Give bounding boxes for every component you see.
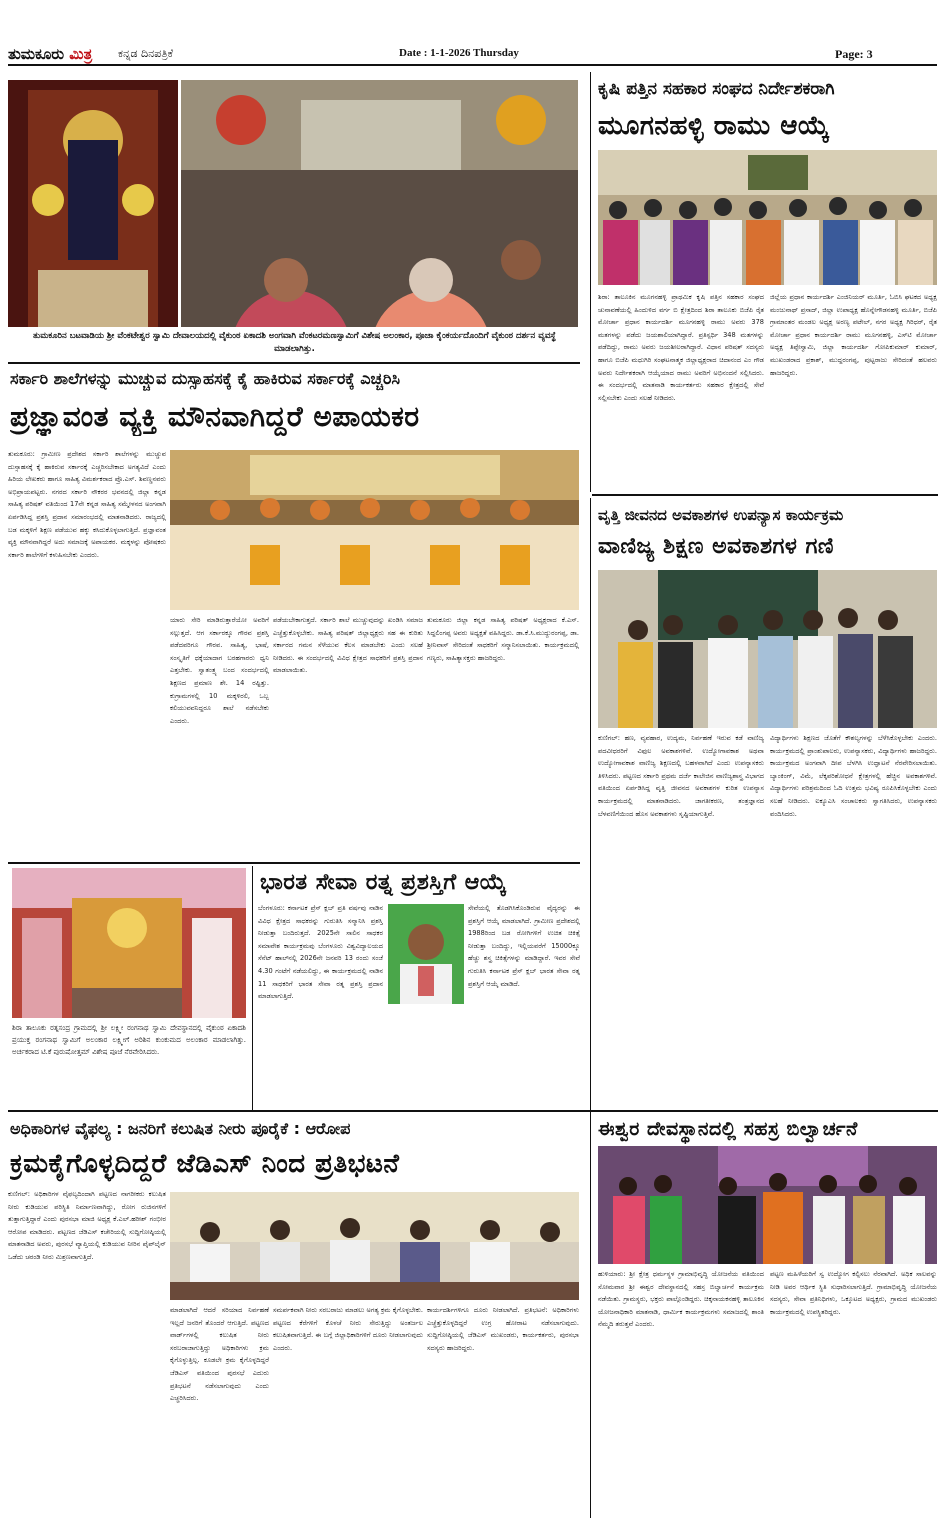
krishi-kicker: ಕೃಷಿ ಪತ್ತಿನ ಸಹಕಾರ ಸಂಘದ ನಿರ್ದೇಶಕರಾಗಿ — [598, 79, 835, 99]
issue-date: Date : 1-1-2026 Thursday — [399, 47, 519, 59]
school-award-photo — [170, 450, 579, 610]
school-body-col4: ತುಮಕೂರು ಜಿಲ್ಲಾ ಕನ್ನಡ ಸಾಹಿತ್ಯ ಪರಿಷತ್ ಅಧ್ಯಕ್ಷರಾದ ಕೆ.ಎಸ್. ಸಿದ್ದಲಿಂಗಪ್ಪ ಅವರು ಅಧ್ಯಕ್ಷತೆ ವಹಿಸಿದ್ದರು. ಡಾ.ಕೆ.ಸಿ.ಮುದ್ದುರಂಗಪ್ಪ, ಡಾ. ಶ್ರೀನಿವಾಸ್ ಸೇರಿದಂತೆ ಸಾಧಕರಿಗೆ ಸನ್ಮಾನಿಸಲಾಯಿತು. ಕಾರ್ಯಕ್ರಮದಲ್ಲಿ ಗಣ್ಯರು, ಸಾಹಿತ್ಯಾಸಕ್ತರು ಹಾಜರಿದ್ದರು. — [427, 616, 579, 662]
krishi-body-left: ಶಿರಾ: ತಾಲೂಕಿನ ಮೂಗನಹಳ್ಳಿ ಪ್ರಾಥಮಿಕ ಕೃಷಿ ಪತ್ತಿನ ಸಹಕಾರ ಸಂಘದ ಚುನಾವಣೆಯಲ್ಲಿ ಹಿಂದುಳಿದ ವರ್ಗ ಬಿ ಕ್ಷೇತ್ರದಿಂದ ಶಿರಾ ತಾಲೂಕು ಬಿಜೆಪಿ ರೈತ ಮೋರ್ಚಾ ಪ್ರಧಾನ ಕಾರ್ಯದರ್ಶಿ ಮೂಗನಹಳ್ಳಿ ರಾಮು ಅವರು 378 ಮತಗಳನ್ನು ಪಡೆದು ಜಯಶಾಲಿಯಾಗಿದ್ದಾರೆ. ಪ್ರತಿಸ್ಪರ್ಧಿ 348 ಮತಗಳನ್ನು ಪಡೆದಿದ್ದು, ರಾಮು ಅವರು ಜಯಶೀಲರಾಗಿದ್ದಾರೆ. ವಿಧಾನ ಪರಿಷತ್ ಸದಸ್ಯರು ಹಾಗೂ ಬಿಜೆಪಿ ಮಧುಗಿರಿ ಸಂಘಟನಾತ್ಮಕ ಜಿಲ್ಲಾಧ್ಯಕ್ಷರಾದ ಚಿದಾನಂದ ಎಂ ಗೌಡ ಅವರು ನಿರ್ದೇಶಕರಾಗಿ ಆಯ್ಕೆಯಾದ ರಾಮು ಅವರಿಗೆ ಅಭಿನಂದನೆ ಸಲ್ಲಿಸಿದರು. ಈ ಸಂದರ್ಭದಲ್ಲಿ ಮಾತನಾಡಿ ಕಾರ್ಯಕರ್ತರು ಸಹಕಾರ ಕ್ಷೇತ್ರದಲ್ಲಿ ಸೇವೆ ಸಲ್ಲಿಸಬೇಕು ಎಂದು ಸಲಹೆ ನೀಡಿದರು. — [598, 293, 764, 402]
venkateshwara-idol-photo — [8, 80, 178, 327]
water-body-col3: ಸಮರ್ಪಕವಾಗಿ ನೀರು ಸರಬರಾಜು ಮಾಡಲು ಅಗತ್ಯ ಕ್ರಮ ಕೈಗೊಳ್ಳಬೇಕು. ಪಟ್ಟಣದ ಕೆರೆಗಳಿಗೆ ಕೊಳಚೆ ನೀರು ಸೇರುತ್ತಿದ್ದು ಅಂತರ್ಜಲ ಕಲುಷಿತವಾಗುತ್ತಿದೆ. ಈ ಬಗ್ಗೆ ಜಿಲ್ಲಾಧಿಕಾರಿಗಳಿಗೆ ದೂರು ನೀಡಲಾಗುವುದು ಎಂದರು. — [273, 1306, 423, 1352]
column-divider-right — [590, 72, 591, 492]
water-body-left: ಕುಣಿಗಲ್: ಅಧಿಕಾರಿಗಳ ವೈಫಲ್ಯದಿಂದಾಗಿ ಪಟ್ಟಣದ ನಾಗರೀಕರು ಕಲುಷಿತ ನೀರು ಕುಡಿಯುವ ಪರಿಸ್ಥಿತಿ ನಿರ್ಮಾಣವಾಗಿದ್ದು, ರೋಗ ರುಜಿನಗಳಿಗೆ ತುತ್ತಾಗುತ್ತಿದ್ದಾರೆ ಎಂದು ಪುರಸಭಾ ಮಾಜಿ ಅಧ್ಯಕ್ಷ ಕೆ.ಎಲ್.ಹರೀಶ್ ಗಂಭೀರ ಆರೋಪ ಮಾಡಿದರು. ಪಟ್ಟಣದ ಜೆಡಿಎಸ್ ಕಚೇರಿಯಲ್ಲಿ ಸುದ್ದಿಗೋಷ್ಠಿಯಲ್ಲಿ ಮಾತನಾಡಿದ ಅವರು, ಪುರಸಭೆ ವ್ಯಾಪ್ತಿಯಲ್ಲಿ ಕುಡಿಯುವ ನೀರಿನ ಪೈಪ್‍ಲೈನ್ ಒಡೆದು ಚರಂಡಿ ನೀರು ಮಿಶ್ರಣವಾಗುತ್ತಿದೆ. — [8, 1190, 166, 1261]
bilvarchane-photo — [598, 1146, 937, 1264]
krishi-headline: ಮೂಗನಹಳ್ಳಿ ರಾಮು ಆಯ್ಕೆ — [598, 111, 830, 141]
eshwara-body-left: ಹುಳಿಯಾರು: ಶ್ರೀ ಕ್ಷೇತ್ರ ಧರ್ಮಸ್ಥಳ ಗ್ರಾಮಾಭಿವೃದ್ಧಿ ಯೋಜನೆಯ ವತಿಯಿಂದ ಸೋಮವಾರ ಶ್ರೀ ಈಶ್ವರ ದೇವಸ್ಥಾನದಲ್ಲಿ ಸಹಸ್ರ ಬಿಲ್ವಾರ್ಚನೆ ಕಾರ್ಯಕ್ರಮ ನಡೆಯಿತು. ಗ್ರಾಮಸ್ಥರು, ಭಕ್ತರು ಪಾಲ್ಗೊಂಡಿದ್ದರು. ಚಿಕ್ಕನಾಯಕನಹಳ್ಳಿ ತಾಲೂಕಿನ ಯೋಜನಾಧಿಕಾರಿ ಮಾತನಾಡಿ, ಧಾರ್ಮಿಕ ಕಾರ್ಯಕ್ರಮಗಳು ಸಮಾಜದಲ್ಲಿ ಶಾಂತಿ ನೆಮ್ಮದಿ ತರುತ್ತವೆ ಎಂದರು. — [598, 1270, 764, 1329]
vruthi-body-right: ವಿದ್ಯಾರ್ಥಿಗಳು ಶಿಕ್ಷಣದ ಜೊತೆಗೆ ಕೌಶಲ್ಯಗಳನ್ನು ಬೆಳೆಸಿಕೊಳ್ಳಬೇಕು ಎಂದರು. ಕಾರ್ಯಕ್ರಮದಲ್ಲಿ ಪ್ರಾಂಶುಪಾಲರು, ಉಪನ್ಯಾಸಕರು, ವಿದ್ಯಾರ್ಥಿಗಳು ಹಾಜರಿದ್ದರು. ಕಾರ್ಯಕ್ರಮದ ಅಂಗವಾಗಿ ದೀಪ ಬೆಳಗಿಸಿ ಉದ್ಘಾಟನೆ ನೆರವೇರಿಸಲಾಯಿತು. ಬ್ಯಾಂಕಿಂಗ್, ವಿಮೆ, ಲೆಕ್ಕಪರಿಶೋಧನೆ ಕ್ಷೇತ್ರಗಳಲ್ಲಿ ಹೆಚ್ಚಿನ ಅವಕಾಶಗಳಿವೆ. ವಿದ್ಯಾರ್ಥಿಗಳು ಪರಿಶ್ರಮದಿಂದ ಓದಿ ಉತ್ತಮ ಭವಿಷ್ಯ ರೂಪಿಸಿಕೊಳ್ಳಬೇಕು ಎಂದು ಸಲಹೆ ನೀಡಿದರು. ಐಕ್ಯೂಎಸಿ ಸಂಚಾಲಕರು ಸ್ವಾಗತಿಸಿದರು, ಉಪನ್ಯಾಸಕರು ವಂದಿಸಿದರು. — [770, 734, 937, 818]
masthead-subtitle: ಕನ್ನಡ ದಿನಪತ್ರಿಕೆ — [118, 47, 174, 60]
krishi-body-right: ಜಿಲ್ಲೆಯ ಪ್ರಧಾನ ಕಾರ್ಯದರ್ಶಿ ಎಂಜಿನಿಯರ್ ಮೂರ್ತಿ, ಓಬಿಸಿ ಘಟಕದ ಅಧ್ಯಕ್ಷ ಮಂಜುನಾಥ್ ಪ್ರಸಾದ್, ಜಿಲ್ಲಾ ಉಪಾಧ್ಯಕ್ಷ ಹೊನ್ನೇಗೌಡನಹಳ್ಳಿ ಮೂರ್ತಿ, ಬಿಜೆಪಿ ಗ್ರಾಮಾಂತರ ಮಂಡಲ ಅಧ್ಯಕ್ಷ ಅರಣ್ಯ ಪಟೇಲ್, ನಗರ ಅಧ್ಯಕ್ಷ ಗಿರಿಧರ್, ರೈತ ಮೋರ್ಚಾ ಪ್ರಧಾನ ಕಾರ್ಯದರ್ಶಿ ರಾಮು ಮೂಗನಹಳ್ಳಿ, ಎಸ್‍ಟಿ ಮೋರ್ಚಾ ಅಧ್ಯಕ್ಷ ತಿಪ್ಪೇಸ್ವಾಮಿ, ಜಿಲ್ಲಾ ಕಾರ್ಯದರ್ಶಿ ಗೋಪಿಕುಮಾರ್ ಕುಮಾರ್, ಮುಖಂಡರಾದ ಪ್ರಕಾಶ್, ಮುದ್ದರಂಗಪ್ಪ, ಪುಟ್ಟರಾಜು ಸೇರಿದಂತೆ ಹಲವರು ಹಾಜರಿದ್ದರು. — [770, 293, 937, 377]
lakshmi-caption: ಶಿರಾ ತಾಲೂಕು ರತ್ನಸಂದ್ರ ಗ್ರಾಮದಲ್ಲಿ ಶ್ರೀ ಲಕ್ಷ್ಮೀ ರಂಗನಾಥ ಸ್ವಾಮಿ ದೇವಸ್ಥಾನದಲ್ಲಿ ವೈಕುಂಠ ಏಕಾದಶಿ ಪ್ರಯುಕ್ತ ರಂಗನಾಥ ಸ್ವಾಮಿಗೆ ಅಲಂಕಾರ ಲಕ್ಷ್ಮೀಗೆ ಅರಿಶಿನ ಕುಂಕುಮದ ಅಲಂಕಾರ ಮಾಡಲಾಗಿತ್ತು. ಅರ್ಚಕರಾದ ಟಿ.ಕೆ ಪುರುಷೋತ್ತಮ್ ವಿಶೇಷ ಪೂಜೆ ನೆರವೇರಿಸಿದರು. — [12, 1024, 246, 1056]
vruthi-body-left: ಕುಣಿಗಲ್: ಹಣ, ವ್ಯವಹಾರ, ಉದ್ಯಮ, ನಿರ್ವಹಣೆ ಇರುವ ಕಡೆ ವಾಣಿಜ್ಯ ಪದವೀಧರರಿಗೆ ವಿಫುಲ ಅವಕಾಶಗಳಿವೆ. ಉದ್ಯೋಗಾವಕಾಶ ಅಥವಾ ಉದ್ಯೋಗಾವಕಾಶ ವಾಣಿಜ್ಯ ಶಿಕ್ಷಣದಲ್ಲಿ ಬಹಳವಾಗಿದೆ ಎಂದು ಉಪನ್ಯಾಸಕರು ತಿಳಿಸಿದರು. ಪಟ್ಟಣದ ಸರ್ಕಾರಿ ಪ್ರಥಮ ದರ್ಜೆ ಕಾಲೇಜಿನ ವಾಣಿಜ್ಯಶಾಸ್ತ್ರ ವಿಭಾಗದ ವತಿಯಿಂದ ಏರ್ಪಡಿಸಿದ್ದ ವೃತ್ತಿ ಜೀವನದ ಅವಕಾಶಗಳ ಕುರಿತ ಉಪನ್ಯಾಸ ಕಾರ್ಯಕ್ರಮದಲ್ಲಿ ಮಾತನಾಡಿದರು. ಜಾಗತೀಕರಣ, ತಂತ್ರಜ್ಞಾನದ ಬೆಳವಣಿಗೆಯಿಂದ ಹೊಸ ಅವಕಾಶಗಳು ಸೃಷ್ಟಿಯಾಗುತ್ತಿವೆ. — [598, 734, 764, 818]
vruthi-kicker: ವೃತ್ತಿ ಜೀವನದ ಅವಕಾಶಗಳ ಉಪನ್ಯಾಸ ಕಾರ್ಯಕ್ರಮ — [598, 506, 844, 524]
masthead-logo — [8, 45, 92, 63]
column-divider-right-3 — [590, 1112, 591, 1518]
water-headline: ಕ್ರಮಕೈಗೊಳ್ಳದಿದ್ದರೆ ಜೆಡಿಎಸ್ ನಿಂದ ಪ್ರತಿಭಟನೆ — [10, 1149, 400, 1179]
school-kicker: ಸರ್ಕಾರಿ ಶಾಲೆಗಳನ್ನು ಮುಚ್ಚುವ ದುಸ್ಸಾಹಸಕ್ಕೆ ಕೈ ಹಾಕಿರುವ ಸರ್ಕಾರಕ್ಕೆ ಎಚ್ಚರಿಸಿ — [10, 369, 400, 388]
vruthi-headline: ವಾಣಿಜ್ಯ ಶಿಕ್ಷಣ ಅವಕಾಶಗಳ ಗಣಿ — [598, 534, 835, 559]
column-divider-left — [252, 866, 253, 1110]
temple-photo-caption: ತುಮಕೂರಿನ ಬಟವಾಡಿಯ ಶ್ರೀ ವೆಂಕಟೇಶ್ವರ ಸ್ವಾಮಿ ದೇವಾಲಯದಲ್ಲಿ ವೈಕುಂಠ ಏಕಾದಶಿ ಅಂಗವಾಗಿ ವೆಂಕಟರಮಣಸ್ವಾಮಿಗೆ ವಿಶೇಷ ಅಲಂಕಾರ, ಪೂಜಾ ಕೈಂಕರ್ಯದೊಂದಿಗೆ ವೈಕುಂಠ ದರ್ಶನ ವ್ಯವಸ್ಥೆ ಮಾಡಲಾಗಿತ್ತು. — [33, 331, 556, 354]
water-kicker: ಅಧಿಕಾರಿಗಳ ವೈಫಲ್ಯ : ಜನರಿಗೆ ಕಲುಷಿತ ನೀರು ಪೂರೈಕೆ : ಆರೋಪ — [10, 1119, 351, 1138]
logo-black-text: ತುಮಕೂರು — [8, 45, 65, 63]
divider-temple — [8, 362, 580, 364]
school-body-mid: ಯಾರು ಸೇರಿ ಮಾಡಿರುತ್ತಾರೆಯೋ ಅವರಿಗೆ ಸಲ್ಲುತ್ತದೆ. ಆಗ ಸರ್ಕಾರಕ್ಕೂ ಗೌರವ ಪ್ರಶಸ್ತಿ ಪಡೆದವರಿಗೂ ಗೌರವ. ಸಾಹಿತ್ಯ, ಭಾಷೆ, ಸಂಸ್ಕೃತಿಗೆ ಧಕ್ಕೆಯಾದಾಗ ಬರಹಗಾರರು ಧ್ವನಿ ಎತ್ತಬೇಕು. ಸ್ವಾತಂತ್ರ್ಯ ಬಂದ ಸಂದರ್ಭದಲ್ಲಿ ಶಿಕ್ಷಣದ ಪ್ರಮಾಣ ಶೇ. 14 ರಷ್ಟಿತ್ತು. ಕುಗ್ರಾಮಗಳಲ್ಲಿ 10 ಮಕ್ಕಳಿರಲಿ, ಒಬ್ಬ ಕಲಿಯುವವನಿದ್ದರೂ ಶಾಲೆ ನಡೆಸಬೇಕು ಎಂದರು. — [170, 616, 269, 725]
column-divider-right-2 — [590, 498, 591, 1110]
page-number: Page: 3 — [835, 47, 873, 61]
school-body-col3: ಪಡೆಯಬೇಕಾಗುತ್ತದೆ. ಸರ್ಕಾರಿ ಶಾಲೆ ಮುಚ್ಚುವುದನ್ನು ಖಂಡಿಸಿ ಸಮಾಜ ಎಚ್ಚೆತ್ತುಕೊಳ್ಳಬೇಕು. ಸಾಹಿತ್ಯ ಪರಿಷತ್ ಜಿಲ್ಲಾಧ್ಯಕ್ಷರು ಸಹ ಈ ಕುರಿತು ಸರ್ಕಾರದ ಗಮನ ಸೆಳೆಯುವ ಕೆಲಸ ಮಾಡಬೇಕು ಎಂದು ಸಲಹೆ ನೀಡಿದರು. ಈ ಸಂದರ್ಭದಲ್ಲಿ ವಿವಿಧ ಕ್ಷೇತ್ರದ ಸಾಧಕರಿಗೆ ಪ್ರಶಸ್ತಿ ಪ್ರದಾನ ಮಾಡಲಾಯಿತು. — [273, 616, 423, 675]
bharatha-headline: ಭಾರತ ಸೇವಾ ರತ್ನ ಪ್ರಶಸ್ತಿಗೆ ಆಯ್ಕೆ — [260, 870, 507, 895]
jds-press-meet-photo — [170, 1192, 579, 1300]
divider-school — [8, 862, 580, 864]
eshwara-body-right: ಪಟ್ಟಣ ಮಹಿಳೆಯರಿಗೆ ಸ್ವ ಉದ್ಯೋಗ ಕಲ್ಪಿಸಲು ನೆರವಾಗಿದೆ. ಅಧಿಕ ಸಾಲವನ್ನು ನೀಡಿ ಅವರ ಆರ್ಥಿಕ ಸ್ಥಿತಿ ಸುಧಾರಿಸಲಾಗುತ್ತಿದೆ. ಗ್ರಾಮಾಭಿವೃದ್ಧಿ ಯೋಜನೆಯ ಸದಸ್ಯರು, ಸೇವಾ ಪ್ರತಿನಿಧಿಗಳು, ಒಕ್ಕೂಟದ ಅಧ್ಯಕ್ಷರು, ಗ್ರಾಮದ ಮುಖಂಡರು ಕಾರ್ಯಕ್ರಮದಲ್ಲಿ ಉಪಸ್ಥಿತರಿದ್ದರು. — [770, 1270, 937, 1316]
vruthi-lamp-photo — [598, 570, 937, 728]
water-body-mid: ಮಾಡಲಾಗಿದೆ ಆದರೆ ಸರಿಯಾದ ನಿರ್ವಹಣೆ ಇಲ್ಲದೆ ಜನರಿಗೆ ತೊಂದರೆ ಆಗುತ್ತಿದೆ. ಪಟ್ಟಣದ ವಾರ್ಡ್‍ಗಳಲ್ಲಿ ಕಲುಷಿತ ನೀರು ಸರಬರಾಜಾಗುತ್ತಿದ್ದು ಅಧಿಕಾರಿಗಳು ಕ್ರಮ ಕೈಗೊಳ್ಳುತ್ತಿಲ್ಲ. ಕೂಡಲೇ ಕ್ರಮ ಕೈಗೊಳ್ಳದಿದ್ದರೆ ಜೆಡಿಎಸ್ ವತಿಯಿಂದ ಪುರಸಭೆ ಎದುರು ಪ್ರತಿಭಟನೆ ನಡೆಸಲಾಗುವುದು ಎಂದು ಎಚ್ಚರಿಸಿದರು. — [170, 1306, 269, 1403]
divider-krishi — [592, 494, 938, 496]
divider-lower — [8, 1110, 938, 1112]
krishi-group-photo — [598, 150, 937, 285]
temple-crowd-photo — [181, 80, 578, 327]
doctor-portrait-photo — [388, 904, 464, 1004]
school-headline: ಪ್ರಜ್ಞಾವಂತ ವ್ಯಕ್ತಿ ಮೌನವಾಗಿದ್ದರೆ ಅಪಾಯಕರ — [10, 400, 420, 433]
masthead-rule — [8, 64, 937, 66]
eshwara-headline: ಈಶ್ವರ ದೇವಸ್ಥಾನದಲ್ಲಿ ಸಹಸ್ರ ಬಿಲ್ವಾರ್ಚನೆ — [598, 1118, 858, 1140]
school-body-left: ತುಮಕೂರು: ಗ್ರಾಮೀಣ ಪ್ರದೇಶದ ಸರ್ಕಾರಿ ಶಾಲೆಗಳನ್ನು ಮುಚ್ಚುವ ದುಸ್ಸಾಹಸಕ್ಕೆ ಕೈ ಹಾಕಿರುವ ಸರ್ಕಾರಕ್ಕೆ ಎಚ್ಚರಿಸಬೇಕಾದ ಅಗತ್ಯವಿದೆ ಎಂದು ಹಿರಿಯ ಲೇಖಕರು ಹಾಗೂ ಸಾಹಿತ್ಯ ವಿಮರ್ಶಕರಾದ ಪ್ರೊ.ಎಸ್. ಶಿವಣ್ಣನವರು ಅಭಿಪ್ರಾಯಪಟ್ಟರು. ನಗರದ ಸರ್ಕಾರಿ ನೌಕರರ ಭವನದಲ್ಲಿ ಜಿಲ್ಲಾ ಕನ್ನಡ ಸಾಹಿತ್ಯ ಪರಿಷತ್ ವತಿಯಿಂದ 17ನೇ ಕನ್ನಡ ಸಾಹಿತ್ಯ ಸಮ್ಮೇಳನದ ಅಂಗವಾಗಿ ಏರ್ಪಡಿಸಿದ್ದ ಪ್ರಶಸ್ತಿ ಪ್ರದಾನ ಸಮಾರಂಭದಲ್ಲಿ ಮಾತನಾಡಿದರು. ರಾಜ್ಯದಲ್ಲಿ ಬಡ ಮಕ್ಕಳಿಗೆ ಶಿಕ್ಷಣ ಪಡೆಯುವ ಹಕ್ಕು ಕಸಿದುಕೊಳ್ಳಲಾಗುತ್ತಿದೆ. ಪ್ರಜ್ಞಾವಂತ ವ್ಯಕ್ತಿ ಮೌನವಾಗಿದ್ದರೆ ಅದು ಸಮಾಜಕ್ಕೆ ಅಪಾಯಕರ. ಮಕ್ಕಳನ್ನು ಪೋಷಕರು ಸರ್ಕಾರಿ ಶಾಲೆಗಳಿಗೆ ಕಳುಹಿಸಬೇಕು ಎಂದರು. — [8, 450, 166, 559]
logo-red-text: ಮಿತ್ರ — [69, 45, 93, 63]
bharatha-body-right: ಸೇವೆಯಲ್ಲಿ ತೊಡಗಿಸಿಕೊಂಡಿರುವ ವೈದ್ಯರನ್ನು ಈ ಪ್ರಶಸ್ತಿಗೆ ಆಯ್ಕೆ ಮಾಡಲಾಗಿದೆ. ಗ್ರಾಮೀಣ ಪ್ರದೇಶದಲ್ಲಿ 1988ರಿಂದ ಬಡ ರೋಗಿಗಳಿಗೆ ಉಚಿತ ಚಿಕಿತ್ಸೆ ನೀಡುತ್ತಾ ಬಂದಿದ್ದು, ಇಲ್ಲಿಯವರೆಗೆ 15000ಕ್ಕೂ ಹೆಚ್ಚು ಶಸ್ತ್ರ ಚಿಕಿತ್ಸೆಗಳನ್ನು ಮಾಡಿದ್ದಾರೆ. ಇವರ ಸೇವೆ ಗುರುತಿಸಿ ಕರ್ನಾಟಕ ಪ್ರೆಸ್ ಕ್ಲಬ್ ಭಾರತ ಸೇವಾ ರತ್ನ ಪ್ರಶಸ್ತಿಗೆ ಆಯ್ಕೆ ಮಾಡಿದೆ. — [468, 904, 580, 988]
water-body-col4: ಕಾರ್ಯದರ್ಶಿಗಳಿಗೂ ದೂರು ನೀಡಲಾಗಿದೆ. ಪ್ರತಿಭಟನೆ: ಅಧಿಕಾರಿಗಳು ಎಚ್ಚೆತ್ತುಕೊಳ್ಳದಿದ್ದರೆ ಉಗ್ರ ಹೋರಾಟ ನಡೆಸಲಾಗುವುದು. ಸುದ್ದಿಗೋಷ್ಠಿಯಲ್ಲಿ ಜೆಡಿಎಸ್ ಮುಖಂಡರು, ಕಾರ್ಯಕರ್ತರು, ಪುರಸಭಾ ಸದಸ್ಯರು ಹಾಜರಿದ್ದರು. — [427, 1306, 579, 1352]
lakshmi-temple-photo — [12, 868, 246, 1018]
bharatha-body-left: ಬೆಂಗಳೂರು: ಕರ್ನಾಟಕ ಪ್ರೆಸ್ ಕ್ಲಬ್ ಪ್ರತಿ ವರ್ಷವು ನಾಡಿನ ವಿವಿಧ ಕ್ಷೇತ್ರದ ಸಾಧಕರನ್ನು ಗುರುತಿಸಿ ಸನ್ಮಾನಿಸಿ ಪ್ರಶಸ್ತಿ ನೀಡುತ್ತಾ ಬಂದಿರುತ್ತದೆ. 2025ನೇ ಸಾಲಿನ ಸಾಧಕರ ಸಮಾವೇಶ ಕಾರ್ಯಕ್ರಮವು ಬೆಂಗಳೂರು ವಿಶ್ವವಿದ್ಯಾಲಯದ ಸೆನೆಟ್ ಹಾಲ್‍ನಲ್ಲಿ 2026ನೇ ಜನವರಿ 13 ರಂದು ಸಂಜೆ 4.30 ಗಂಟೆಗೆ ನಡೆಯಲಿದ್ದು, ಈ ಕಾರ್ಯಕ್ರಮದಲ್ಲಿ ನಾಡಿನ 11 ಸಾಧಕರಿಗೆ ಭಾರತ ಸೇವಾ ರತ್ನ ಪ್ರಶಸ್ತಿ ಪ್ರದಾನ ಮಾಡಲಾಗುತ್ತಿದೆ. — [258, 904, 383, 1001]
